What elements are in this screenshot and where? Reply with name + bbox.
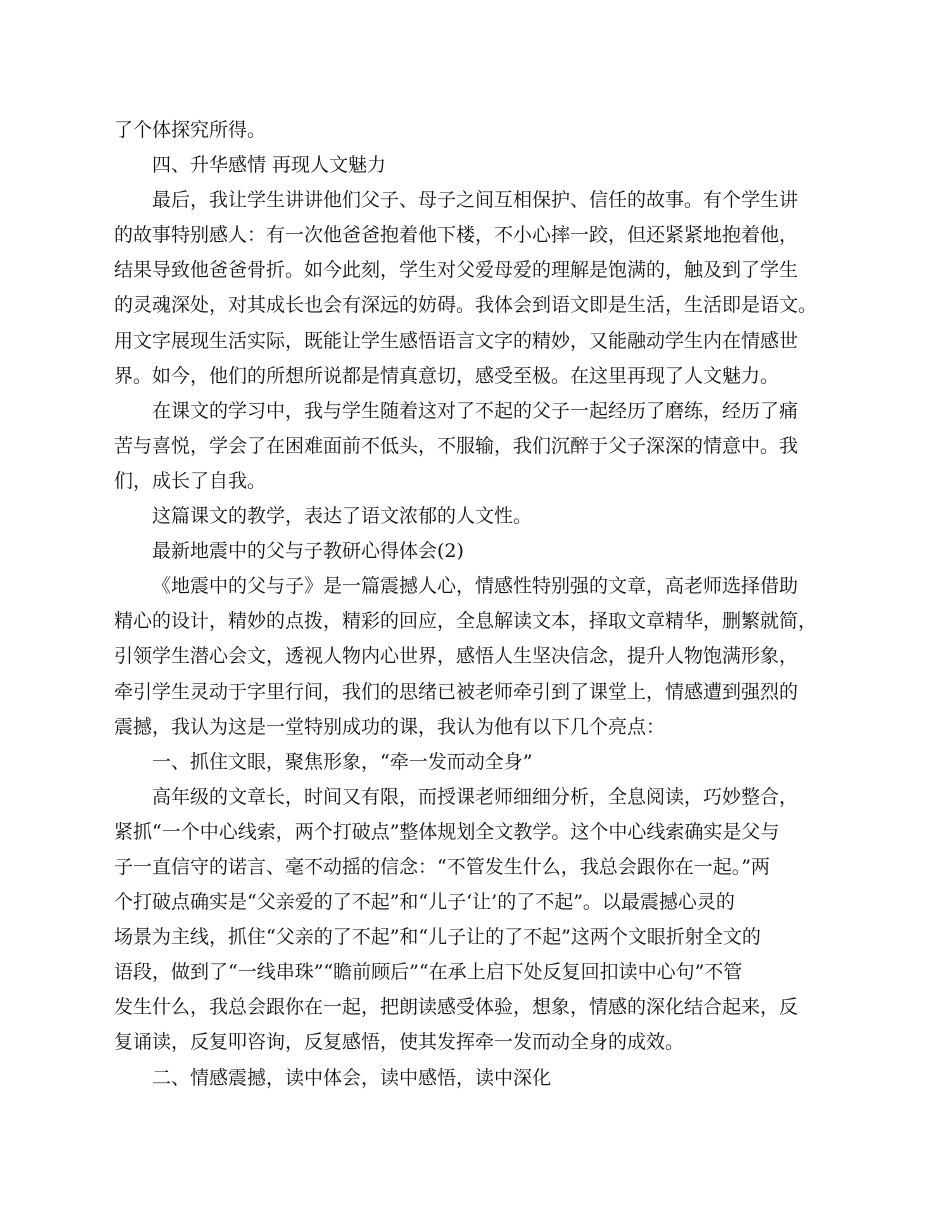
paragraph-summary: 这篇课文的教学，表达了语文浓郁的人文性。 (152, 505, 533, 528)
text-line: 的灵魂深处，对其成长也会有深远的妨碍。我体会到语文即是生活，生活即是语文。 (114, 294, 818, 317)
article-title-2: 最新地震中的父与子教研心得体会(2) (152, 540, 464, 563)
text-line: 精心的设计，精妙的点拨，精彩的回应，全息解读文本，择取文章精华，删繁就简， (114, 610, 818, 633)
section-heading-4: 四、升华感情 再现人文魅力 (152, 154, 387, 177)
text-line: 牵引学生灵动于字里行间，我们的思绪已被老师牵引到了课堂上，情感遭到强烈的 (114, 680, 799, 703)
text-line: 引领学生潜心会文，透视人物内心世界，感悟人生坚决信念，提升人物饱满形象， (114, 645, 799, 668)
text-line: 发生什么，我总会跟你在一起，把朗读感受体验，想象，情感的深化结合起来，反 (114, 996, 799, 1019)
text-line: 高年级的文章长，时间又有限，而授课老师细细分析，全息阅读，巧妙整合， (152, 785, 799, 808)
text-line: 们，成长了自我。 (114, 469, 267, 492)
text-line: 场景为主线，抓住“父亲的了不起”和“儿子让的了不起”这两个文眼折射全文的 (114, 926, 761, 949)
text-line: 结果导致他爸爸骨折。如今此刻，学生对父爱母爱的理解是饱满的，触及到了学生 (114, 259, 799, 282)
text-line: 复诵读，反复叩咨询，反复感悟，使其发挥牵一发而动全身的成效。 (114, 1031, 685, 1054)
paragraph-analysis (114, 780, 826, 1061)
text-line: 个打破点确实是“父亲爱的了不起”和“儿子‘让’的了不起”。以最震撼心灵的 (114, 891, 735, 914)
text-line: 了个体探究所得。 (114, 119, 267, 141)
section-heading-1: 一、抓住文眼，聚焦形象，“牵一发而动全身” (152, 750, 533, 773)
text-line: 子一直信守的诺言、毫不动摇的信念：“不管发生什么，我总会跟你在一起。”两 (114, 855, 770, 878)
text-line: 语段，做到了“一线串珠”“瞻前顾后”“在承上启下处反复回扣读中心句”不管 (114, 961, 743, 984)
section-heading-2: 二、情感震撼，读中体会，读中感悟，读中深化 (152, 1066, 552, 1089)
text-line: 震撼，我认为这是一堂特别成功的课，我认为他有以下几个亮点： (114, 715, 666, 738)
paragraph-intro-2 (114, 569, 826, 744)
text-line: 在课文的学习中，我与学生随着这对了不起的父子一起经历了磨练，经历了痛 (152, 399, 799, 422)
text-line: 界。如今，他们的所想所说都是情真意切，感受至极。在这里再现了人文魅力。 (114, 364, 780, 387)
text-line: 的故事特别感人：有一次他爸爸抱着他下楼，不小心摔一跤，但还紧紧地抱着他， (114, 224, 799, 247)
document-body (114, 113, 826, 1096)
text-line: 苦与喜悦，学会了在困难面前不低头，不服输，我们沉醉于父子深深的情意中。我 (114, 434, 799, 457)
text-line: 《地震中的父与子》是一篇震撼人心，情感性特别强的文章，高老师选择借助 (152, 575, 799, 598)
paragraph-learning (114, 394, 826, 499)
text-line: 紧抓“一个中心线索，两个打破点”整体规划全文教学。这个中心线索确实是父与 (114, 820, 780, 843)
paragraph-stories (114, 183, 826, 394)
paragraph-continuation (114, 113, 826, 148)
text-line: 用文字展现生活实际，既能让学生感悟语言文字的精妙，又能融动学生内在情感世 (114, 329, 799, 352)
text-line: 最后，我让学生讲讲他们父子、母子之间互相保护、信任的故事。有个学生讲 (152, 189, 799, 212)
